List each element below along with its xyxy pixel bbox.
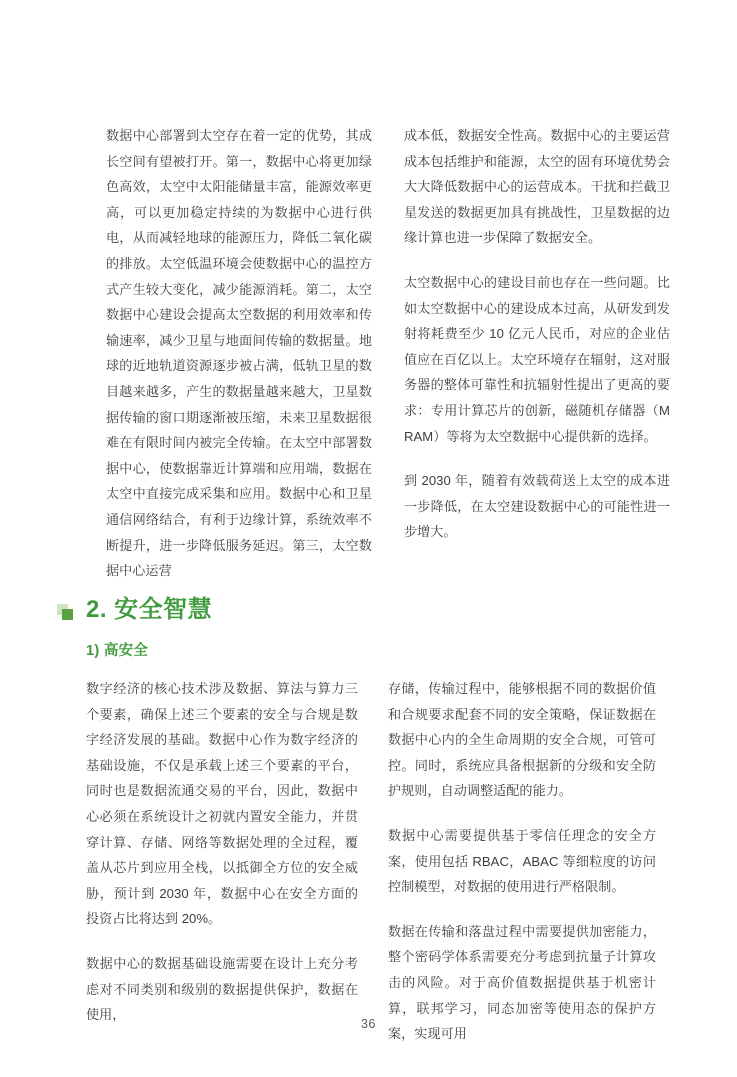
bottom-text-block xyxy=(0,676,737,1047)
bottom-left-column xyxy=(86,676,358,1028)
paragraph: 数据中心需要提供基于零信任理念的安全方案，使用包括 RBAC，ABAC 等细粒度的访问控制模型，对数据的使用进行严格限制。 xyxy=(388,827,656,895)
overlapping-squares-icon xyxy=(57,604,77,624)
paragraph: 太空数据中心的建设目前也存在一些问题。比如太空数据中心的建设成本过高，从研发到发射将耗费至少 10 亿元人民币，对应的企业估值应在百亿以上。太空环境存在辐射，这对服务器的整体可靠性和抗辐射性提出了更高的要求：专用计算芯片的创新，磁随机存储器（MRAM）等将为太空数据中心提供新的选择。 xyxy=(404,274,670,444)
paragraph: 数字经济的核心技术涉及数据、算法与算力三个要素，确保上述三个要素的安全与合规是数字经济发展的基础。数据中心作为数字经济的基础设施，不仅是承载上述三个要素的平台，同时也是数据流通交易的平台，因此，数据中心必须在系统设计之初就内置安全能力，并贯穿计算、存储、网络等数据处理的全过程，覆盖从芯片到应用全栈，以抵御全方位的安全威胁，预计到 2030 年，数据中心在安全方面的投资占比将达到 20%。 xyxy=(86,681,358,927)
section-title: 2. 安全智慧 xyxy=(86,596,213,623)
page-number: 36 xyxy=(361,1017,376,1031)
paragraph: 存储，传输过程中，能够根据不同的数据价值和合规要求配套不同的安全策略，保证数据在数据中心内的全生命周期的安全合规，可管可控。同时，系统应具备根据新的分级和安全防护规则，自动调整适配的能力。 xyxy=(388,681,656,799)
top-text-block xyxy=(0,123,737,584)
top-right-column xyxy=(404,123,670,545)
marker-square-front xyxy=(62,609,73,620)
paragraph: 到 2030 年，随着有效载荷送上太空的成本进一步降低，在太空建设数据中心的可能性进一步增大。 xyxy=(404,473,670,540)
section-heading xyxy=(57,596,212,625)
paragraph: 数据在传输和落盘过程中需要提供加密能力，整个密码学体系需要充分考虑到抗量子计算攻击的风险。对于高价值数据提供基于机密计算，联邦学习，同态加密等使用态的保护方案，实现可用 xyxy=(388,923,656,1042)
paragraph: 数据中心部署到太空存在着一定的优势，其成长空间有望被打开。第一，数据中心将更加绿色高效，太空中太阳能储量丰富，能源效率更高，可以更加稳定持续的为数据中心进行供电，从而减轻地球的能源压力，降低二氧化碳的排放。太空低温环境会使数据中心的温控方式产生较大变化，减少能源消耗。第二，太空数据中心建设会提高太空数据的利用效率和传输速率，减少卫星与地面间传输的数据量。地球的近地轨道资源逐步被占满，低轨卫星的数目越来越多，产生的数据量越来越大，卫星数据传输的窗口期逐渐被压缩，未来卫星数据很难在有限时间内被完全传输。在太空中部署数据中心，使数据靠近计算端和应用端，数据在太空中直接完成采集和应用。数据中心和卫星通信网络结合，有利于边缘计算，系统效率不断提升，进一步降低服务延迟。第三，太空数据中心运营 xyxy=(106,128,372,579)
paragraph: 成本低，数据安全性高。数据中心的主要运营成本包括维护和能源，太空的固有环境优势会大大降低数据中心的运营成本。干扰和拦截卫星发送的数据更加具有挑战性，卫星数据的边缘计算也进一步保障了数据安全。 xyxy=(404,128,670,246)
paragraph: 数据中心的数据基础设施需要在设计上充分考虑对不同类别和级别的数据提供保护，数据在使用， xyxy=(86,955,358,1023)
top-left-column xyxy=(106,123,372,584)
section-subtitle: 1) 高安全 xyxy=(86,643,149,659)
bottom-right-column xyxy=(388,676,656,1047)
